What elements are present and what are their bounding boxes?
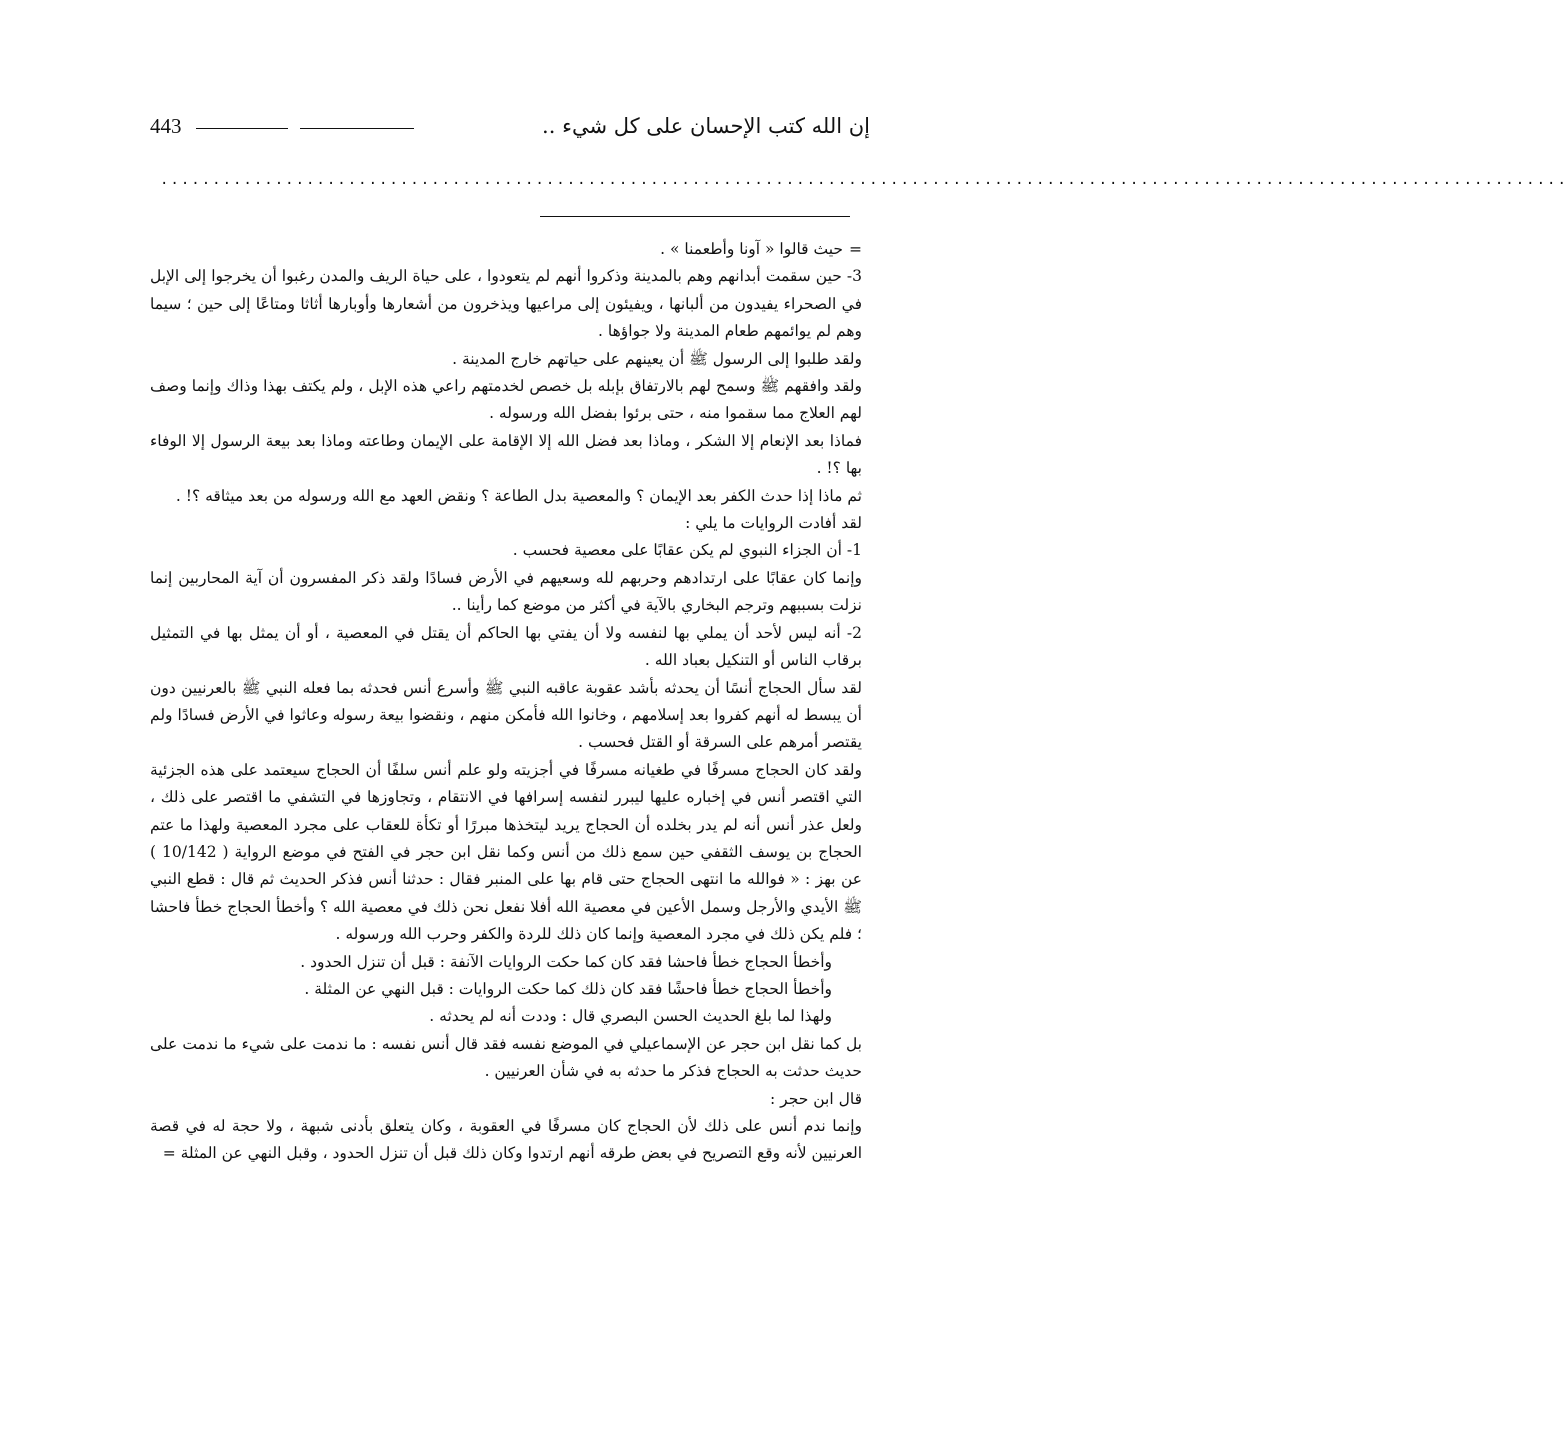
header-rule-left	[196, 128, 288, 129]
continuation-mark-end: =	[162, 1144, 176, 1163]
paragraph: وإنما ندم أنس على ذلك لأن الحجاج كان مسرفًا في العقوبة ، وكان يتعلق بأدنى شبهة ، ولا حجة له في قصة العرنيين لأنه وقع التصريح في بعض طرقه أنهم ارتدوا وكان ذلك قبل أن تنزل الحدود ، وقبل النهي عن المثلة =	[150, 1117, 862, 1163]
paragraph: وأخطأ الحجاج خطأ فاحشًا فقد كان ذلك كما حكت الروايات : قبل النهي عن المثلة .	[304, 979, 832, 998]
paragraph: وأخطأ الحجاج خطأ فاحشا فقد كان كما حكت الروايات الآنفة : قبل أن تنزل الحدود .	[300, 952, 832, 971]
page-number: 443	[150, 114, 182, 138]
paragraph: لقد أفادت الروايات ما يلي :	[685, 514, 862, 533]
paragraph: قال ابن حجر :	[770, 1089, 862, 1108]
paragraph: ثم ماذا إذا حدث الكفر بعد الإيمان ؟ والمعصية بدل الطاعة ؟ ونقض العهد مع الله ورسوله من بعد ميثاقه ؟! .	[175, 486, 862, 505]
paragraph: ولهذا لما بلغ الحديث الحسن البصري قال : وددت أنه لم يحدثه .	[429, 1007, 832, 1026]
footnote-divider	[540, 216, 850, 217]
header-rule-right	[300, 128, 414, 129]
continuation-mark: =	[849, 240, 862, 258]
paragraph: فماذا بعد الإنعام إلا الشكر ، وماذا بعد فضل الله إلا الإقامة على الإيمان وطاعته وماذا بعد بيعة الرسول إلا الوفاء بها ؟! .	[150, 431, 862, 478]
dotted-separator: .......................................................................................................................................	[160, 172, 1568, 188]
paragraph: ولقد وافقهم ﷺ وسمح لهم بالارتفاق بإبله بل خصص لخدمتهم راعي هذه الإبل ، ولم يكتف بهذا وذاك وإنما وصف لهم العلاج مما سقموا منه ، حتى برئوا بفضل الله ورسوله .	[150, 377, 862, 423]
paragraph: وإنما كان عقابًا على ارتدادهم وحربهم لله وسعيهم في الأرض فسادًا ولقد ذكر المفسرون أن آية المحاربين إنما نزلت بسببهم وترجم البخاري بالآية في أكثر من موضع كما رأينا ..	[150, 568, 862, 615]
main-text	[150, 236, 862, 1168]
running-head: إن الله كتب الإحسان على كل شيء ..	[542, 114, 870, 138]
paragraph: 1- أن الجزاء النبوي لم يكن عقابًا على معصية فحسب .	[512, 541, 862, 560]
paragraph: ولقد طلبوا إلى الرسول ﷺ أن يعينهم على حياتهم خارج المدينة .	[452, 349, 862, 368]
paragraph: بل كما نقل ابن حجر عن الإسماعيلي في الموضع نفسه فقد قال أنس نفسه : ما ندمت على شيء ما ندمت على حديث حدثت به الحجاج فذكر ما حدثه به في شأن العرنيين .	[150, 1034, 862, 1081]
paragraph: =حيث قالوا « آونا وأطعمنا » .	[660, 240, 862, 258]
paragraph: 3- حين سقمت أبدانهم وهم بالمدينة وذكروا أنهم لم يتعودوا ، على حياة الريف والمدن رغبوا أن يخرجوا إلى الإبل في الصحراء يفيدون من ألبانها ، ويفيئون إلى مراعيها ويذخرون من أشعارها وأوبارها أثاثا ومتاعًا إلى حين ؛ سيما وهم لم يوائمهم طعام المدينة ولا جواؤها .	[150, 267, 862, 341]
page-header	[150, 112, 870, 146]
paragraph: لقد سأل الحجاج أنسًا أن يحدثه بأشد عقوبة عاقبه النبي ﷺ وأسرع أنس فحدثه بما فعله النبي ﷺ بالعرنيين دون أن يبسط له أنهم كفروا بعد إسلامهم ، وخانوا الله فأمكن منهم ، ونقضوا بيعة رسوله وعاثوا في الأرض فسادًا ولم يقتصر أمرهم على السرقة أو القتل فحسب .	[150, 678, 862, 752]
paragraph: ولقد كان الحجاج مسرفًا في طغيانه مسرفًا في أجزيته ولو علم أنس سلفًا أن الحجاج سيعتمد على هذه الجزئية التي اقتصر أنس في إخباره عليها ليبرر لنفسه إسرافها في الانتقام ، وتجاوزها في التشفي ما اقتصر على ذلك ، ولعل عذر أنس أنه لم يدر بخلده أن الحجاج يريد ليتخذها مبررًا أو تكأة للعقاب على مجرد المعصية ولهذا ما عتم الحجاج بن يوسف الثقفي حين سمع ذلك من أنس وكما نقل ابن حجر في الفتح في موضع الرواية ( 10/142 ) عن بهز : « فوالله ما انتهى الحجاج حتى قام بها على المنبر فقال : حدثنا أنس فذكر الحديث ثم قال : قطع النبي ﷺ الأيدي والأرجل وسمل الأعين في معصية الله أفلا نفعل نحن ذلك في معصية الله ؟ وأخطأ الحجاج خطأ فاحشا ؛ فلم يكن ذلك في مجرد المعصية وإنما كان ذلك للردة والكفر وحرب الله ورسوله .	[150, 760, 863, 944]
paragraph: 2- أنه ليس لأحد أن يملي بها لنفسه ولا أن يفتي بها الحاكم أن يقتل في المعصية ، أو أن يمثل بها في التمثيل برقاب الناس أو التنكيل بعباد الله .	[150, 623, 862, 670]
